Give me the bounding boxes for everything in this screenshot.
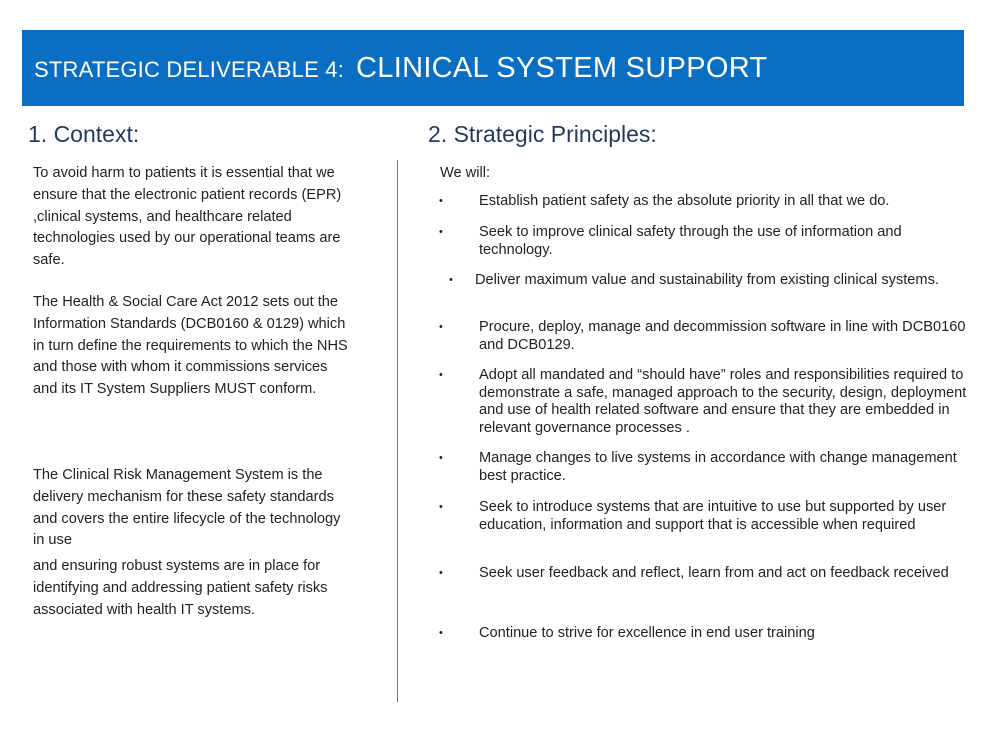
principle-text: Adopt all mandated and “should have” roles and responsibilities required to demonstrate a safe, managed approach to the security, design, deployment and use of health related software and ensure that they are embedded in relevant governance processes . (479, 367, 967, 436)
bullet-icon: • (439, 567, 443, 579)
bullet-icon: • (449, 274, 453, 286)
principle-text: Manage changes to live systems in accordance with change management best practice. (479, 450, 957, 484)
deliverable-label: STRATEGIC DELIVERABLE 4: (34, 57, 345, 82)
header-banner (22, 30, 964, 106)
principle-text: Continue to strive for excellence in end user training (479, 625, 815, 641)
bullet-icon: • (439, 452, 443, 464)
bullet-icon: • (439, 321, 443, 333)
principles-heading: 2. Strategic Principles: (428, 121, 657, 147)
page-title: CLINICAL SYSTEM SUPPORT (356, 51, 768, 84)
context-paragraph: The Health & Social Care Act 2012 sets out the Information Standards (DCB0160 & 0129) which in turn define the requirements to which the NHS and those with whom it commissions services and its IT System Suppliers MUST conform. (33, 294, 348, 398)
principles-intro: We will: (440, 165, 491, 181)
bullet-icon: • (439, 195, 443, 207)
context-paragraph: and ensuring robust systems are in place for identifying and addressing patient safety risks associated with health IT systems. (33, 558, 328, 618)
context-paragraph: To avoid harm to patients it is essential that we ensure that the electronic patient records (EPR) ,clinical systems, and healthcare related technologies used by our operational teams are safe. (33, 165, 342, 269)
context-paragraph: The Clinical Risk Management System is the delivery mechanism for these safety standards and covers the entire lifecycle of the technology in use (33, 467, 341, 549)
bullet-icon: • (439, 627, 443, 639)
bullet-icon: • (439, 226, 443, 238)
column-divider (397, 160, 398, 702)
principle-text: Deliver maximum value and sustainability from existing clinical systems. (475, 272, 939, 288)
bullet-icon: • (439, 369, 443, 381)
principle-text: Procure, deploy, manage and decommission software in line with DCB0160 and DCB0129. (479, 319, 966, 353)
bullet-icon: • (439, 501, 443, 513)
context-heading: 1. Context: (28, 121, 140, 147)
principle-text: Establish patient safety as the absolute priority in all that we do. (479, 193, 890, 209)
principle-text: Seek to improve clinical safety through the use of information and technology. (479, 224, 902, 258)
principle-text: Seek to introduce systems that are intuitive to use but supported by user education, information and support that is accessible when required (479, 499, 947, 533)
principle-text: Seek user feedback and reflect, learn from and act on feedback received (479, 565, 949, 581)
